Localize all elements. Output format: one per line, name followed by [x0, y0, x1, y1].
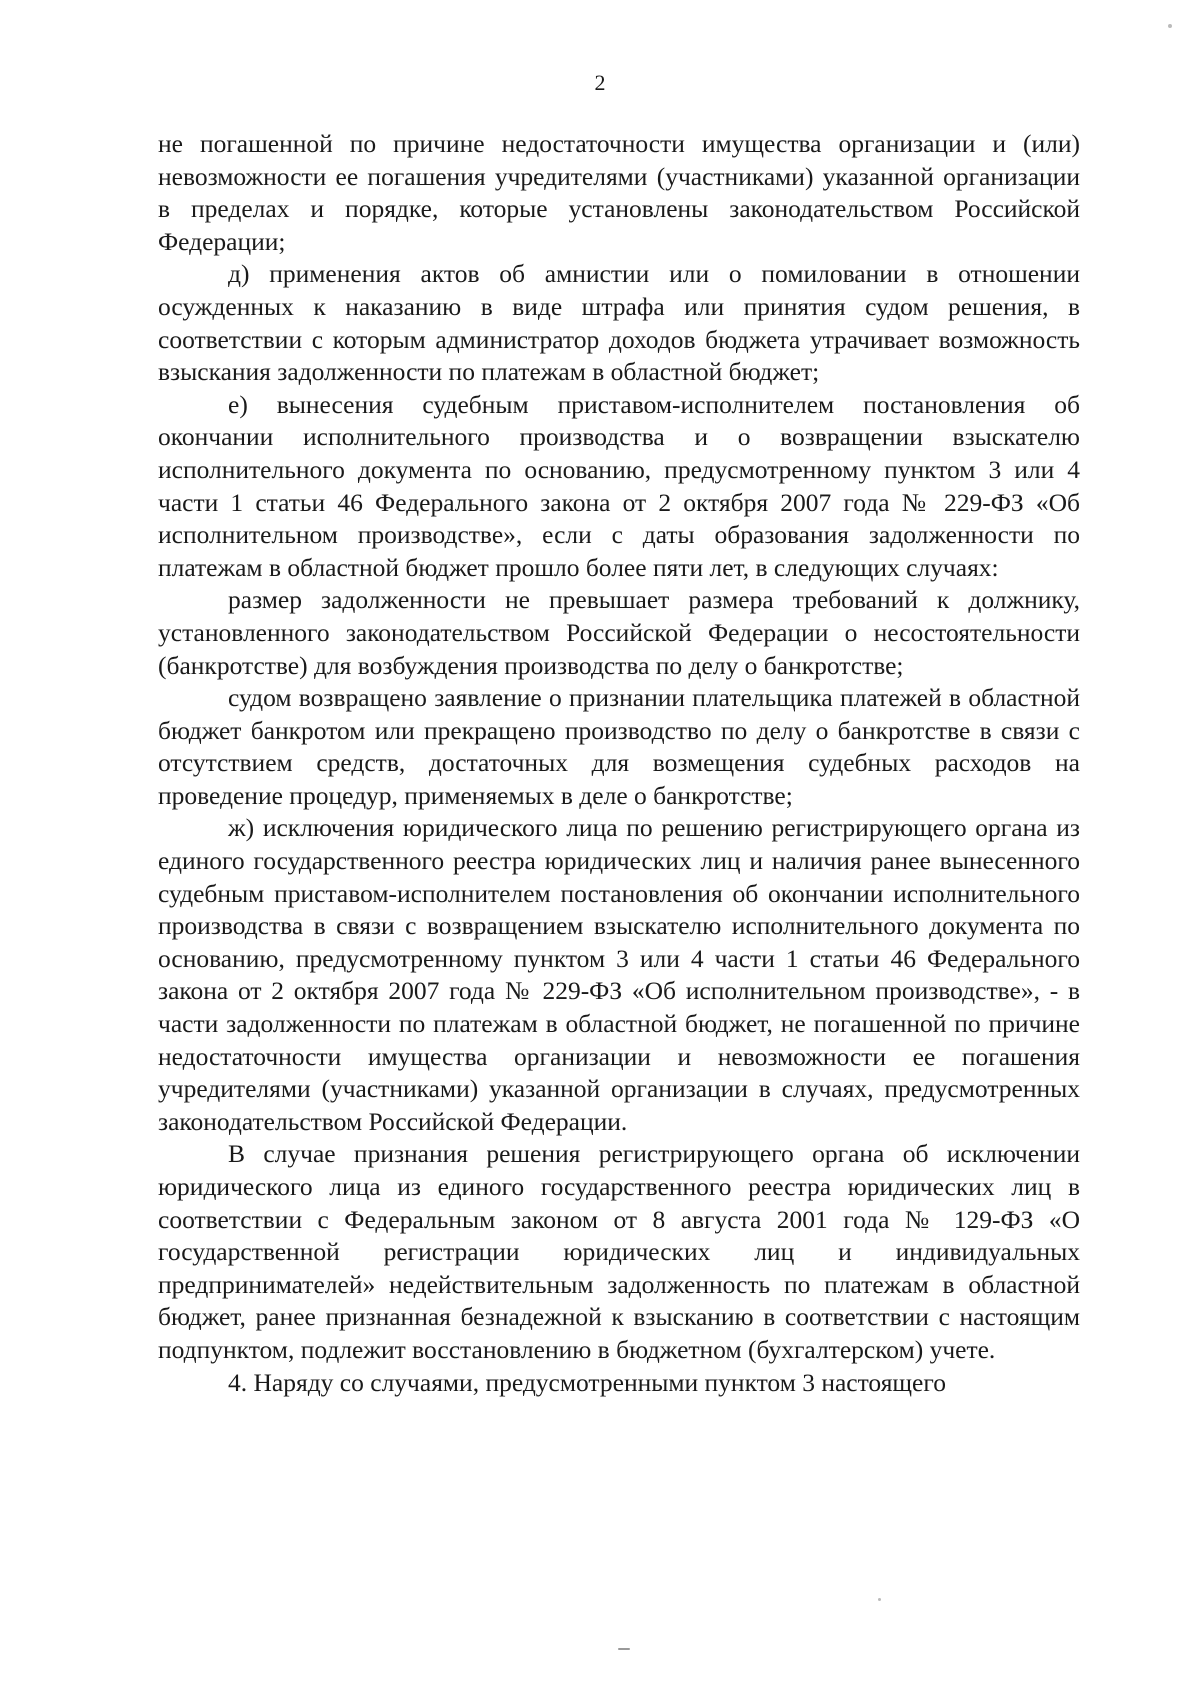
scan-speck: [618, 1648, 630, 1650]
paragraph-subitem-zh: ж) исключения юридического лица по решению регистрирующего органа из единого государственного реестра юридических лиц и наличия ранее вынесенного судебным приставом-исполнителем постановления об окончании исполнительного производства в связи с возвращением взыскателю исполнительного документа по основанию, предусмотренному пунктом 3 или 4 части 1 статьи 46 Федерального закона от 2 октября 2007 года № 229-ФЗ «Об исполнительном производстве», - в части задолженности по платежам в областной бюджет, не погашенной по причине недостаточности имущества организации и невозможности ее погашения учредителями (участниками) указанной организации в случаях, предусмотренных законодательством Российской Федерации.: [158, 813, 1080, 1136]
document-body: [158, 128, 1080, 1399]
page-number: 2: [594, 70, 606, 95]
paragraph-item-4: 4. Наряду со случаями, предусмотренными пунктом 3 настоящего: [228, 1367, 946, 1397]
paragraph-subitem-d: д) применения актов об амнистии или о помиловании в отношении осужденных к наказанию в виде штрафа или принятия судом решения, в соответствии с которым администратор доходов бюджета утрачивает возможность взыскания задолженности по платежам в областной бюджет;: [158, 259, 1080, 387]
paragraph-restoration: В случае признания решения регистрирующего органа об исключении юридического лица из единого государственного реестра юридических лиц в соответствии с Федеральным законом от 8 августа 2001 года № 129-ФЗ «О государственной регистрации юридических лиц и индивидуальных предпринимателей» недействительным задолженность по платежам в областной бюджет, ранее признанная безнадежной к взысканию в соответствии с настоящим подпунктом, подлежит восстановлению в бюджетном (бухгалтерском) учете.: [158, 1139, 1080, 1364]
scan-speck: [1168, 24, 1172, 28]
paragraph-continuation: не погашенной по причине недостаточности имущества организации и (или) невозможности ее погашения учредителями (участниками) указанной организации в пределах и порядке, которые установлены законодательством Российской Федерации;: [158, 129, 1080, 256]
paragraph-case-1: размер задолженности не превышает размера требований к должнику, установленного законодательством Российской Федерации о несостоятельности (банкротстве) для возбуждения производства по делу о банкротстве;: [158, 585, 1080, 680]
scan-speck: [878, 1598, 881, 1601]
paragraph-case-2: судом возвращено заявление о признании плательщика платежей в областной бюджет банкротом или прекращено производство по делу о банкротстве в связи с отсутствием средств, достаточных для возмещения судебных расходов на проведение процедур, применяемых в деле о банкротстве;: [158, 683, 1080, 810]
paragraph-subitem-e: е) вынесения судебным приставом-исполнителем постановления об окончании исполнительного производства и о возвращении взыскателю исполнительного документа по основанию, предусмотренному пунктом 3 или 4 части 1 статьи 46 Федерального закона от 2 октября 2007 года № 229-ФЗ «Об исполнительном производстве», если с даты образования задолженности по платежам в областной бюджет прошло более пяти лет, в следующих случаях:: [158, 389, 1080, 582]
